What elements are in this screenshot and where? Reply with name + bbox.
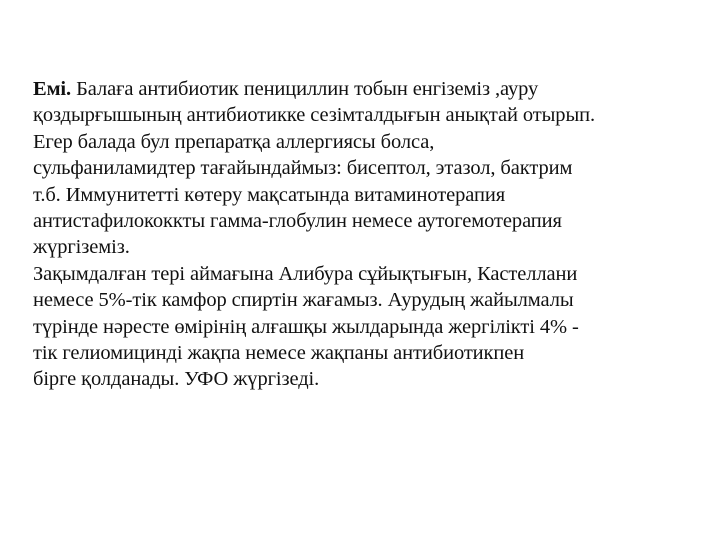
treatment-heading: Емі. xyxy=(33,78,72,100)
text-line: түрінде нәресте өмірінің алғашқы жылдарында жергілікті 4% - xyxy=(33,315,579,338)
text-line: Зақымдалған тері аймағына Алибура сұйықтығын, Кастеллани xyxy=(33,262,578,285)
text-line xyxy=(33,76,713,102)
text-line: немесе 5%-тік камфор спиртін жағамыз. Аурудың жайылмалы xyxy=(33,289,574,312)
text-line: т.б. Иммунитетті көтеру мақсатында витаминотерапия xyxy=(33,183,506,206)
text-line: қоздырғышының антибиотикке сезімталдығын анықтай отырып. xyxy=(33,104,596,127)
text-line: жүргіземіз. xyxy=(33,236,130,259)
text-line: антистафилококкты гамма-глобулин немесе аутогемотерапия xyxy=(33,210,562,233)
text-line: бірге қолданады. УФО жүргізеді. xyxy=(33,368,320,391)
body-text xyxy=(33,76,713,393)
text-line: сульфаниламидтер тағайындаймыз: бисептол, этазол, бактрим xyxy=(33,157,573,180)
text-line: тік гелиомицинді жақпа немесе жақпаны антибиотикпен xyxy=(33,342,525,365)
text-line: Егер балада бул препаратқа аллергиясы болса, xyxy=(33,130,435,153)
text-line-content: Балаға антибиотик пенициллин тобын енгіземіз ,ауру xyxy=(71,78,539,100)
